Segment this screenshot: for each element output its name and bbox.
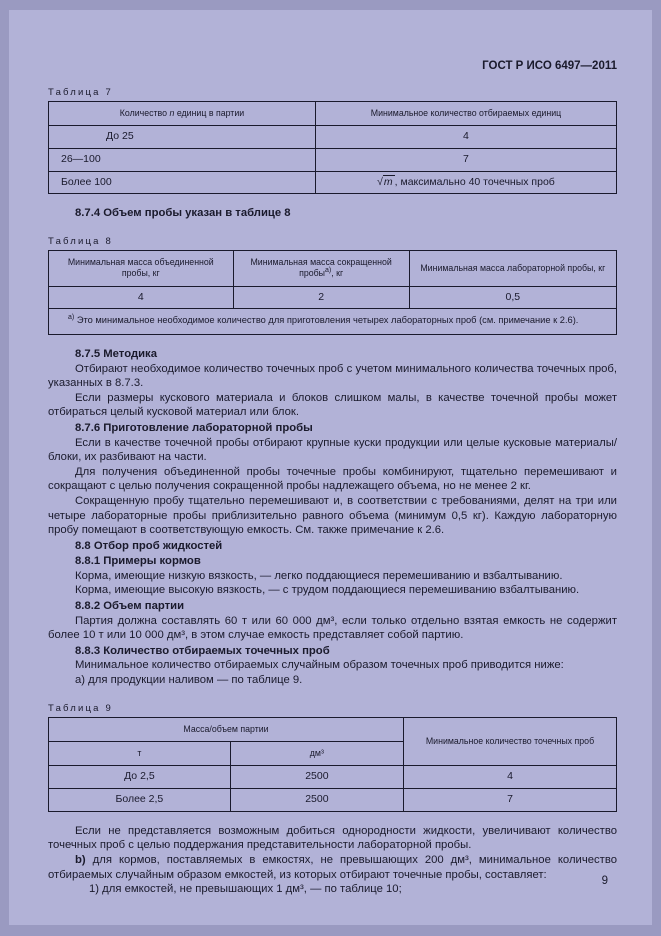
table7-header-min-units: Минимальное количество отбираемых единиц bbox=[315, 102, 616, 126]
table9-header-min-samples: Минимальное количество точечных проб bbox=[403, 717, 616, 766]
document-number: ГОСТ Р ИСО 6497—2011 bbox=[482, 60, 617, 72]
table8-cell-reduced: 2 bbox=[233, 286, 409, 309]
table7-cell-quantity: До 25 bbox=[49, 126, 316, 149]
paragraph: Если в качестве точечной пробы отбирают крупные куски продукции или целые кусковые материалы/блоки, их разбивают на части. bbox=[48, 436, 617, 464]
table8-header-combined: Минимальная масса объединенной пробы, кг bbox=[49, 250, 234, 286]
table-row bbox=[49, 789, 617, 812]
list-item-b-text: для кормов, поставляемых в емкостях, не превышающих 200 дм³, минимальное количество отбираемых случайным образом емкостей, из которых отбирают точечные пробы, составляет: bbox=[48, 853, 617, 881]
table9-cell-mass: До 2,5 bbox=[49, 766, 231, 789]
table9-cell-count: 7 bbox=[403, 789, 616, 812]
table9-header-row-1 bbox=[49, 717, 617, 741]
table9-cell-volume: 2500 bbox=[230, 766, 403, 789]
paragraph: Для получения объединенной пробы точечные пробы комбинируют, тщательно перемешивают и сокращают с целью получения сокращенной пробы надлежащего объема, но не менее 2 кг. bbox=[48, 465, 617, 493]
paragraph: Партия должна составлять 60 т или 60 000 дм³, если только отдельно взятая емкость не содержит более 10 т или 10 000 дм³, в этом случае емкость представляет собой партию. bbox=[48, 614, 617, 642]
section-881-heading: 8.8.1 Примеры кормов bbox=[75, 555, 201, 568]
footnote-marker-a: а) bbox=[325, 267, 332, 275]
list-item-a: а) для продукции наливом — по таблице 9. bbox=[75, 674, 303, 687]
table9-cell-mass: Более 2,5 bbox=[49, 789, 231, 812]
table8-header-row bbox=[49, 250, 617, 286]
table9-cell-count: 4 bbox=[403, 766, 616, 789]
section-88-heading: 8.8 Отбор проб жидкостей bbox=[75, 539, 223, 552]
table9-header-mass-volume: Масса/объем партии bbox=[49, 717, 404, 741]
table8-header-laboratory: Минимальная масса лабораторной пробы, кг bbox=[409, 250, 616, 286]
paragraph: Минимальное количество отбираемых случайным образом точечных проб приводится ниже: bbox=[75, 659, 564, 672]
table8-caption: Таблица 8 bbox=[48, 235, 113, 247]
table-row bbox=[49, 766, 617, 789]
list-item-b-marker: b) bbox=[75, 853, 86, 866]
table7-header-row bbox=[49, 102, 617, 126]
formula-suffix: , максимально 40 точечных проб bbox=[394, 175, 555, 188]
document-body bbox=[48, 347, 617, 688]
paragraph: Корма, имеющие высокую вязкость, — с трудом поддающиеся перемешиванию взбалтыванию. bbox=[75, 584, 580, 597]
table9-cell-volume: 2500 bbox=[230, 789, 403, 812]
table7 bbox=[48, 101, 617, 194]
paragraph: Если не представляется возможным добиться однородности жидкости, увеличивают количество точечных проб с целью поддержания представительности лабораторной пробы. bbox=[48, 824, 617, 852]
table8-footnote-row bbox=[49, 309, 617, 335]
list-item-b bbox=[48, 853, 617, 882]
section-876-heading: 8.7.6 Приготовление лабораторной пробы bbox=[75, 421, 313, 434]
table-row bbox=[49, 171, 617, 194]
table-row bbox=[49, 149, 617, 172]
table7-cell-formula bbox=[315, 171, 616, 194]
paragraph: Если размеры кускового материала и блоков слишком малы, в качестве точечной пробы может отбираться целый кусковой материал или блок. bbox=[48, 391, 617, 419]
table9-header-dm3: дм³ bbox=[230, 742, 403, 766]
table8-footnote bbox=[49, 309, 617, 335]
table9-header-tonnes: т bbox=[49, 742, 231, 766]
table8 bbox=[48, 250, 617, 335]
table8-header-reduced bbox=[233, 250, 409, 286]
document-page bbox=[9, 10, 652, 925]
table7-header-quantity-post: единиц в партии bbox=[176, 108, 245, 118]
paragraph: Корма, имеющие низкую вязкость, — легко поддающиеся перемешиванию и взбалтыванию. bbox=[75, 569, 563, 582]
table-row bbox=[49, 286, 617, 309]
section-883-heading: 8.8.3 Количество отбираемых точечных проб bbox=[75, 644, 330, 657]
table7-cell-min-units: 4 bbox=[315, 126, 616, 149]
paragraph: Отбирают необходимое количество точечных проб с учетом минимального количества точечных проб, указанных в 8.7.3. bbox=[48, 362, 617, 390]
footnote-marker-a: а) bbox=[68, 314, 75, 322]
section-875-heading: 8.7.5 Методика bbox=[75, 347, 157, 360]
table9-caption: Таблица 9 bbox=[48, 702, 113, 714]
table8-cell-laboratory: 0,5 bbox=[409, 286, 616, 309]
page-number: 9 bbox=[601, 875, 608, 887]
table7-caption: Таблица 7 bbox=[48, 87, 113, 98]
section-874 bbox=[48, 206, 617, 221]
table7-variable-n: n bbox=[169, 108, 175, 118]
section-874-heading: 8.7.4 Объем пробы указан в таблице 8 bbox=[75, 207, 291, 220]
sqrt-radical-symbol: √ bbox=[377, 175, 383, 188]
table-row bbox=[49, 126, 617, 149]
sqrt-variable-m: m bbox=[383, 175, 393, 188]
list-item-1: 1) для емкостей, не превышающих 1 дм³, — по таблице 10; bbox=[89, 883, 402, 896]
table7-header-quantity bbox=[49, 102, 316, 126]
section-882-heading: 8.8.2 Объем партии bbox=[75, 600, 185, 613]
document-body-after-table9 bbox=[48, 824, 617, 897]
table8-header-reduced-unit: , кг bbox=[331, 268, 344, 279]
table8-header-reduced-text: Минимальная масса сокращенной пробы bbox=[250, 256, 392, 279]
table8-cell-combined: 4 bbox=[49, 286, 234, 309]
document-header bbox=[48, 60, 617, 72]
table7-cell-min-units: 7 bbox=[315, 149, 616, 172]
paragraph: Сокращенную пробу тщательно перемешивают и, в соответствии с требованиями, делят на три или четыре лабораторные пробы приблизительно равного объема (минимум 0,5 кг). Каждую лабораторную пробу помещают в соответствующую емкость. См. также примечание к 2.6. bbox=[48, 494, 617, 537]
table8-footnote-text: Это минимальное необходимое количество для приготовления четырех лабораторных проб (см. примечание к 2.6). bbox=[74, 315, 579, 326]
table7-cell-quantity: Более 100 bbox=[49, 171, 316, 194]
table9 bbox=[48, 717, 617, 812]
table7-cell-quantity: 26—100 bbox=[49, 149, 316, 172]
table7-header-quantity-pre: Количество bbox=[119, 108, 168, 118]
